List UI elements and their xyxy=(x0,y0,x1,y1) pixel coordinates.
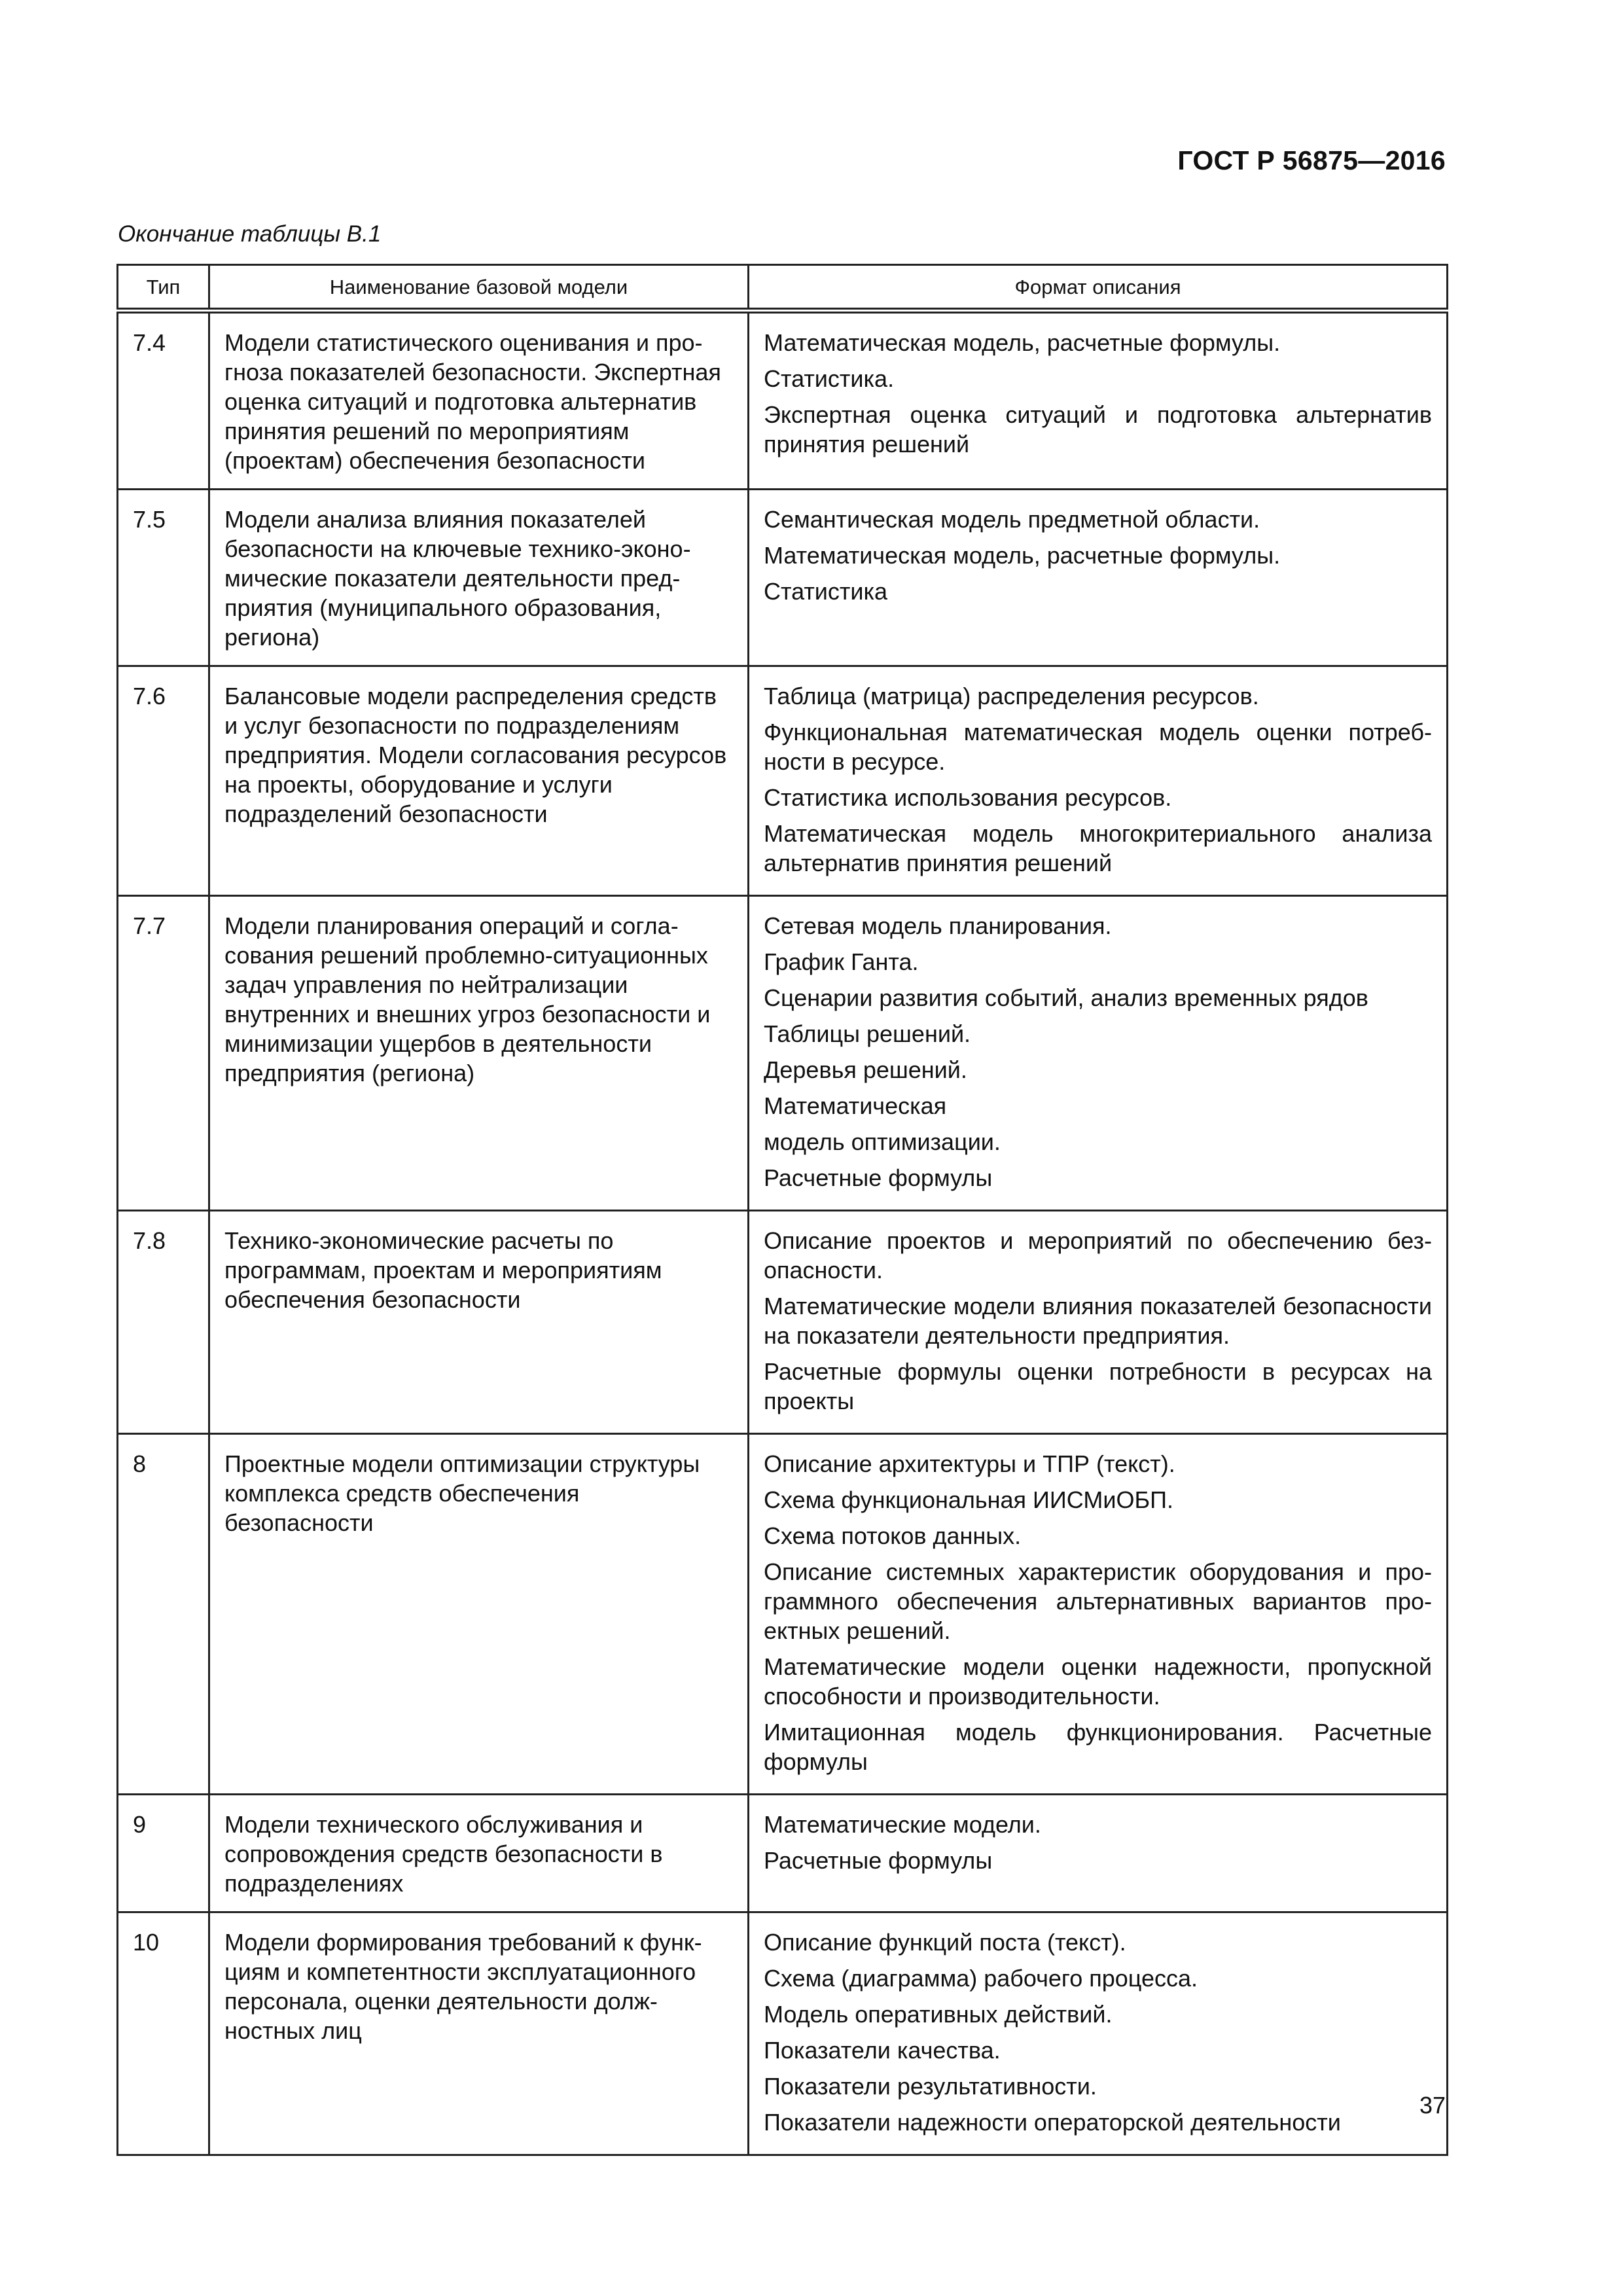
format-line: Показатели качества. xyxy=(764,2037,1001,2064)
table-row xyxy=(118,1795,1448,1912)
cell-description-format xyxy=(749,1795,1448,1912)
cell-description-format xyxy=(749,1434,1448,1795)
table-row xyxy=(118,896,1448,1211)
format-line: Статистика xyxy=(764,578,888,605)
cell-model-name: Балансовые модели распределения средств и услуг безопасности по подразделениям предприятия. Модели согласования ресурсов на проекты, оборудование и услуги подразделений безопасности xyxy=(209,666,749,896)
format-line: Схема функциональная ИИСМиОБП. xyxy=(764,1486,1173,1513)
page-number: 37 xyxy=(1419,2092,1446,2119)
format-line: Схема (диаграмма) рабочего процесса. xyxy=(764,1965,1198,1992)
format-line: Показатели результативности. xyxy=(764,2073,1097,2100)
table-row xyxy=(118,666,1448,896)
format-line: Деревья решений. xyxy=(764,1056,967,1083)
table-header-row xyxy=(118,265,1448,311)
cell-description-format xyxy=(749,311,1448,490)
cell-description-format xyxy=(749,1912,1448,2155)
format-line: Семантическая модель предметной области. xyxy=(764,506,1260,533)
cell-model-name: Модели анализа влияния показателей безопасности на ключевые технико-экономические показатели деятельности предприятия (муниципального образования, региона) xyxy=(209,490,749,666)
format-line: Математическая модель многокритериального анализа альтернатив принятия решений xyxy=(764,820,1432,876)
table-body xyxy=(118,311,1448,2155)
cell-description-format xyxy=(749,666,1448,896)
format-line: Таблица (матрица) распределения ресурсов. xyxy=(764,683,1259,709)
format-line: Сетевая модель планирования. xyxy=(764,912,1112,939)
cell-description-format xyxy=(749,490,1448,666)
format-line: Модель оперативных действий. xyxy=(764,2001,1113,2028)
format-line: Математическая xyxy=(764,1092,947,1119)
table-row xyxy=(118,490,1448,666)
format-line: Математическая модель, расчетные формулы. xyxy=(764,329,1281,356)
cell-type: 7.8 xyxy=(118,1211,209,1434)
cell-type: 7.6 xyxy=(118,666,209,896)
table-caption: Окончание таблицы В.1 xyxy=(118,221,382,247)
format-line: Описание проектов и мероприятий по обеспечению безопасности. xyxy=(764,1227,1432,1283)
cell-type: 7.7 xyxy=(118,896,209,1211)
format-line: Описание архитектуры и ТПР (текст). xyxy=(764,1450,1175,1477)
cell-description-format xyxy=(749,896,1448,1211)
cell-model-name: Технико-экономические расчеты по программам, проектам и мероприятиям обеспечения безопасности xyxy=(209,1211,749,1434)
format-line: Функциональная математическая модель оценки потребности в ресурсе. xyxy=(764,719,1432,775)
table-row xyxy=(118,1211,1448,1434)
format-line: Экспертная оценка ситуаций и подготовка альтернатив принятия решений xyxy=(764,401,1432,457)
format-line: Математические модели влияния показателей безопасности на показатели деятельности предприятия. xyxy=(764,1293,1432,1349)
column-header-description-format: Формат описания xyxy=(749,265,1448,311)
cell-type: 10 xyxy=(118,1912,209,2155)
table-row xyxy=(118,311,1448,490)
cell-model-name: Модели формирования требований к функциям и компетентности эксплуатационного персонала, оценки деятельности должностных лиц xyxy=(209,1912,749,2155)
cell-model-name: Модели статистического оценивания и прогноза показателей безопасности. Экспертная оценка ситуаций и подготовка альтернатив принятия решений по мероприятиям (проектам) обеспечения безопасности xyxy=(209,311,749,490)
format-line: График Ганта. xyxy=(764,948,919,975)
cell-type: 7.4 xyxy=(118,311,209,490)
table-row xyxy=(118,1434,1448,1795)
cell-type: 9 xyxy=(118,1795,209,1912)
format-line: Статистика использования ресурсов. xyxy=(764,784,1172,811)
column-header-model-name: Наименование базовой модели xyxy=(209,265,749,311)
column-header-type: Тип xyxy=(118,265,209,311)
format-line: Математические модели. xyxy=(764,1811,1041,1838)
cell-type: 7.5 xyxy=(118,490,209,666)
cell-model-name: Модели технического обслуживания и сопровождения средств безопасности в подразделениях xyxy=(209,1795,749,1912)
format-line: Расчетные формулы xyxy=(764,1164,993,1191)
format-line: Таблицы решений. xyxy=(764,1020,971,1047)
cell-description-format xyxy=(749,1211,1448,1434)
format-line: Схема потоков данных. xyxy=(764,1522,1022,1549)
table-row xyxy=(118,1912,1448,2155)
format-line: модель оптимизации. xyxy=(764,1128,1001,1155)
format-line: Описание функций поста (текст). xyxy=(764,1929,1126,1956)
format-line: Расчетные формулы xyxy=(764,1847,993,1874)
format-line: Математическая модель, расчетные формулы. xyxy=(764,542,1281,569)
format-line: Статистика. xyxy=(764,365,895,392)
format-line: Сценарии развития событий, анализ временных рядов xyxy=(764,984,1368,1011)
format-line: Математические модели оценки надежности, пропускной способности и производительности. xyxy=(764,1653,1432,1710)
format-line: Имитационная модель функционирования. Расчетные формулы xyxy=(764,1719,1432,1775)
document-standard-id: ГОСТ Р 56875—2016 xyxy=(1177,145,1446,175)
format-line: Описание системных характеристик оборудования и программного обеспечения альтернативных вариантов проектных решений. xyxy=(764,1558,1432,1644)
format-line: Расчетные формулы оценки потребности в ресурсах на проекты xyxy=(764,1358,1432,1414)
models-table xyxy=(116,264,1448,2156)
cell-type: 8 xyxy=(118,1434,209,1795)
cell-model-name: Проектные модели оптимизации структуры комплекса средств обеспечения безопасности xyxy=(209,1434,749,1795)
cell-model-name: Модели планирования операций и согласования решений проблемно-ситуационных задач управления по нейтрализации внутренних и внешних угроз безопасности и минимизации ущербов в деятельности предприятия (региона) xyxy=(209,896,749,1211)
format-line: Показатели надежности операторской деятельности xyxy=(764,2109,1341,2136)
